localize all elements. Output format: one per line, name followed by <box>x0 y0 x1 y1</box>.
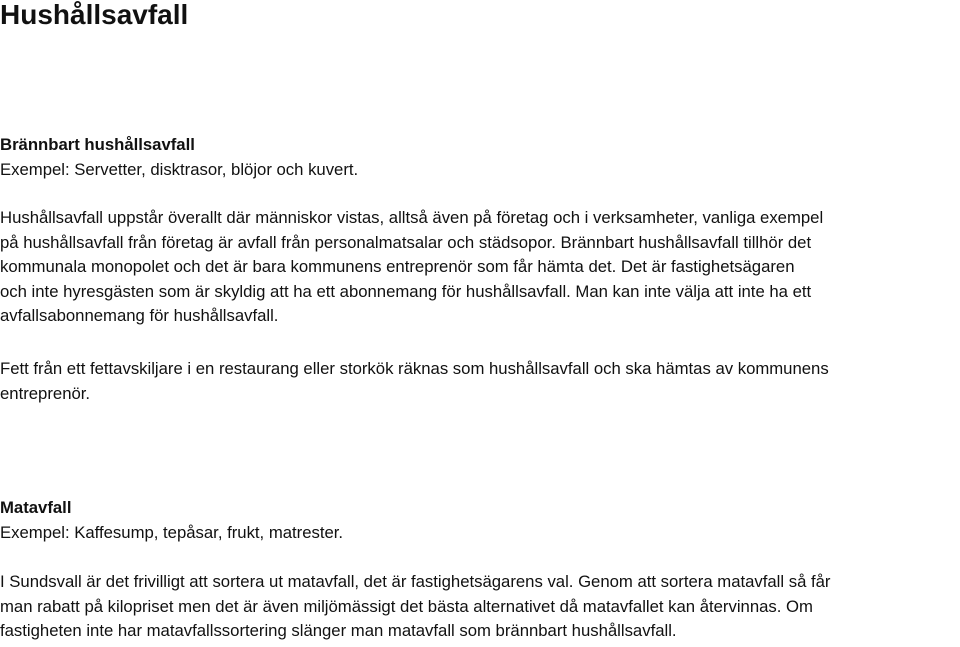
paragraph-food-waste-sorting <box>0 570 960 644</box>
paragraph-household-waste <box>0 206 960 329</box>
paragraph-line: I Sundsvall är det frivilligt att sortera ut matavfall, det är fastighetsägarens val. Genom att sortera matavfall så får <box>0 572 831 591</box>
section-combustible-header <box>0 133 960 182</box>
section-example-combustible: Exempel: Servetter, disktrasor, blöjor och kuvert. <box>0 159 359 179</box>
section-heading-combustible: Brännbart hushållsavfall <box>0 135 195 154</box>
page-title: Hushållsavfall <box>0 0 189 30</box>
section-food-waste-header <box>0 496 960 545</box>
paragraph-line: fastigheten inte har matavfallssortering slänger man matavfall som brännbart hushållsavfall. <box>0 621 677 641</box>
paragraph-line: kommunala monopolet och det är bara kommunens entreprenör som får hämta det. Det är fastighetsägaren <box>0 257 795 277</box>
paragraph-line: entreprenör. <box>0 383 91 403</box>
paragraph-line: på hushållsavfall från företag är avfall från personalmatsalar och städsopor. Brännbart hushållsavfall tillhör det <box>0 232 812 252</box>
paragraph-line: Fett från ett fettavskiljare i en restaurang eller storkök räknas som hushållsavfall och ska hämtas av kommunens <box>0 359 829 378</box>
section-example-food-waste: Exempel: Kaffesump, tepåsar, frukt, matrester. <box>0 522 344 542</box>
paragraph-line: Hushållsavfall uppstår överallt där människor vistas, alltså även på företag och i verksamheter, vanliga exempel <box>0 208 824 227</box>
paragraph-line: avfallsabonnemang för hushållsavfall. <box>0 306 279 326</box>
paragraph-grease-trap <box>0 357 960 406</box>
paragraph-line: och inte hyresgästen som är skyldig att ha ett abonnemang för hushållsavfall. Man kan inte välja att inte ha ett <box>0 281 812 301</box>
paragraph-line: man rabatt på kilopriset men det är även miljömässigt det bästa alternativet då matavfallet kan återvinnas. Om <box>0 596 813 616</box>
section-heading-food-waste: Matavfall <box>0 498 72 517</box>
